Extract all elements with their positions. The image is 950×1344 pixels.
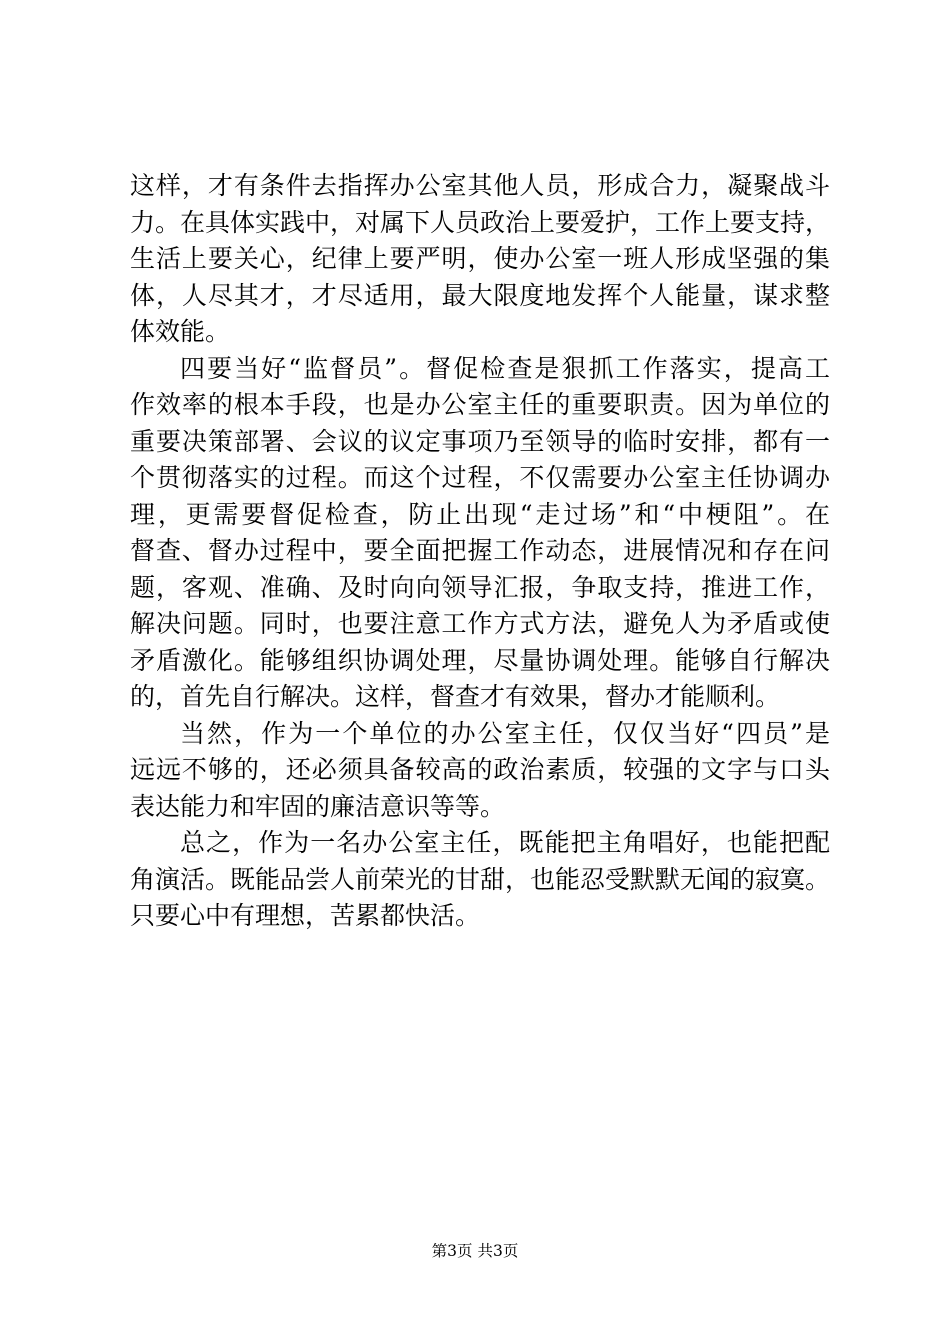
- text-line: 题，客观、准确、及时向向领导汇报，争取支持，推进工作，: [130, 572, 830, 602]
- text-line: 理，更需要督促检查，防止出现“走过场”和“中梗阻”。在: [130, 499, 830, 529]
- text-line: 矛盾激化。能够组织协调处理，尽量协调处理。能够自行解决: [130, 645, 830, 675]
- text-line: 四要当好“监督员”。督促检查是狠抓工作落实，提高工: [180, 353, 830, 383]
- page-footer: 第3页 共3页: [431, 1242, 519, 1260]
- text-line: 个贯彻落实的过程。而这个过程，不仅需要办公室主任协调办: [130, 463, 830, 492]
- text-line: 作效率的根本手段，也是办公室主任的重要职责。因为单位的: [130, 390, 830, 419]
- text-line: 重要决策部署、会议的议定事项乃至领导的临时安排，都有一: [130, 426, 830, 456]
- text-line: 督查、督办过程中，要全面把握工作动态，进展情况和存在问: [130, 536, 830, 565]
- text-line: 这样，才有条件去指挥办公室其他人员，形成合力，凝聚战斗: [130, 171, 830, 200]
- text-line: 体效能。: [130, 317, 231, 346]
- text-line: 生活上要关心，纪律上要严明，使办公室一班人形成坚强的集: [130, 244, 830, 273]
- text-line: 解决问题。同时，也要注意工作方式方法，避免人为矛盾或使: [130, 609, 830, 638]
- text-line: 远远不够的，还必须具备较高的政治素质，较强的文字与口头: [130, 755, 830, 784]
- text-line: 当然，作为一个单位的办公室主任，仅仅当好“四员”是: [180, 718, 830, 748]
- text-line: 体，人尽其才，才尽适用，最大限度地发挥个人能量，谋求整: [130, 280, 830, 310]
- text-line: 只要心中有理想，苦累都快活。: [130, 901, 481, 930]
- text-line: 角演活。既能品尝人前荣光的甘甜，也能忍受默默无闻的寂寞。: [130, 864, 831, 894]
- text-line: 总之，作为一名办公室主任，既能把主角唱好，也能把配: [180, 828, 830, 857]
- text-line: 的，首先自行解决。这样，督查才有效果，督办才能顺利。: [130, 682, 781, 711]
- text-line: 力。在具体实践中，对属下人员政治上要爱护，工作上要支持，: [130, 207, 831, 237]
- text-line: 表达能力和牢固的廉洁意识等等。: [130, 791, 506, 821]
- body-text: [130, 168, 830, 935]
